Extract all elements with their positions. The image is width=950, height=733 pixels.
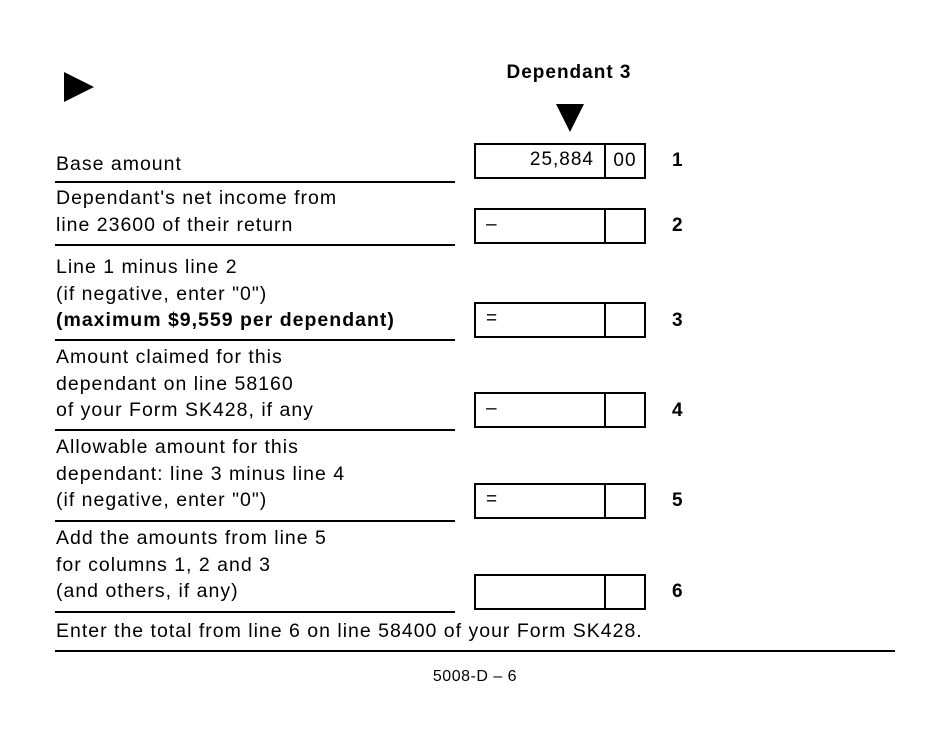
line-4-label-text-3: of your Form SK428, if any <box>56 399 314 421</box>
line-4-field[interactable] <box>474 392 646 428</box>
line-4-label-text-1: Amount claimed for this <box>56 346 283 368</box>
page-number: 5008-D – 6 <box>432 668 518 685</box>
line-2-label-text-1: Dependant's net income from <box>56 187 338 209</box>
line-6-label-text-1: Add the amounts from line 5 <box>56 527 327 549</box>
line-1-rule <box>55 181 455 183</box>
line-1-dollars-field[interactable] <box>476 145 606 177</box>
line-1-label-text-1: Base amount <box>56 153 182 175</box>
line-3-operator: = <box>486 308 498 329</box>
line-1-label <box>56 151 456 178</box>
line-5-label-text-1: Allowable amount for this <box>56 436 299 458</box>
line-6-label <box>56 525 456 605</box>
line-2-dollars-field[interactable] <box>476 210 606 242</box>
line-5-cents-field[interactable] <box>606 485 644 517</box>
line-2-label <box>56 185 456 238</box>
line-3-label-text-2: (if negative, enter "0") <box>56 282 268 305</box>
line-4-operator: – <box>486 398 497 419</box>
line-3-label <box>56 254 456 334</box>
line-4-dollars-field[interactable] <box>476 394 606 426</box>
footer-rule <box>55 650 895 652</box>
line-4-rule <box>55 429 455 431</box>
line-1-dollars-value: 25,884 <box>529 149 594 170</box>
line-1-number: 1 <box>672 150 683 171</box>
line-6-cents-field[interactable] <box>606 576 644 608</box>
line-5-number: 5 <box>672 490 683 511</box>
column-header: Dependant 3 <box>506 62 632 83</box>
line-2-label-text-2: line 23600 of their return <box>56 213 294 236</box>
line-6-field[interactable] <box>474 574 646 610</box>
line-6-label-text-3: (and others, if any) <box>56 580 239 602</box>
line-4-cents-field[interactable] <box>606 394 644 426</box>
line-3-label-maximum: (maximum $9,559 per dependant) <box>56 309 395 331</box>
line-6-rule <box>55 611 455 613</box>
arrow-right-icon <box>64 72 94 102</box>
line-5-label <box>56 434 456 514</box>
line-6-dollars-field[interactable] <box>476 576 606 608</box>
line-5-operator: = <box>486 489 498 510</box>
line-4-number: 4 <box>672 400 683 421</box>
line-2-rule <box>55 244 455 246</box>
line-4-label-text-2: dependant on line 58160 <box>56 372 294 395</box>
line-3-cents-field[interactable] <box>606 304 644 336</box>
line-5-rule <box>55 520 455 522</box>
line-6-number: 6 <box>672 581 683 602</box>
line-1-cents-field[interactable]: 00 <box>613 150 637 171</box>
line-1-field[interactable] <box>474 143 646 179</box>
line-3-label-text-1: Line 1 minus line 2 <box>56 256 238 278</box>
line-5-label-text-3: (if negative, enter "0") <box>56 489 268 511</box>
footer-instruction: Enter the total from line 6 on line 58400 of your Form SK428. <box>56 620 643 642</box>
line-4-label <box>56 344 456 424</box>
line-2-field[interactable] <box>474 208 646 244</box>
line-3-field[interactable] <box>474 302 646 338</box>
line-3-number: 3 <box>672 310 683 331</box>
line-3-rule <box>55 339 455 341</box>
line-2-operator: – <box>486 214 497 235</box>
line-6-label-text-2: for columns 1, 2 and 3 <box>56 553 271 576</box>
line-5-field[interactable] <box>474 483 646 519</box>
arrow-down-icon <box>556 104 584 132</box>
line-5-dollars-field[interactable] <box>476 485 606 517</box>
line-5-label-text-2: dependant: line 3 minus line 4 <box>56 462 346 485</box>
line-2-number: 2 <box>672 215 683 236</box>
line-2-cents-field[interactable] <box>606 210 644 242</box>
line-3-dollars-field[interactable] <box>476 304 606 336</box>
